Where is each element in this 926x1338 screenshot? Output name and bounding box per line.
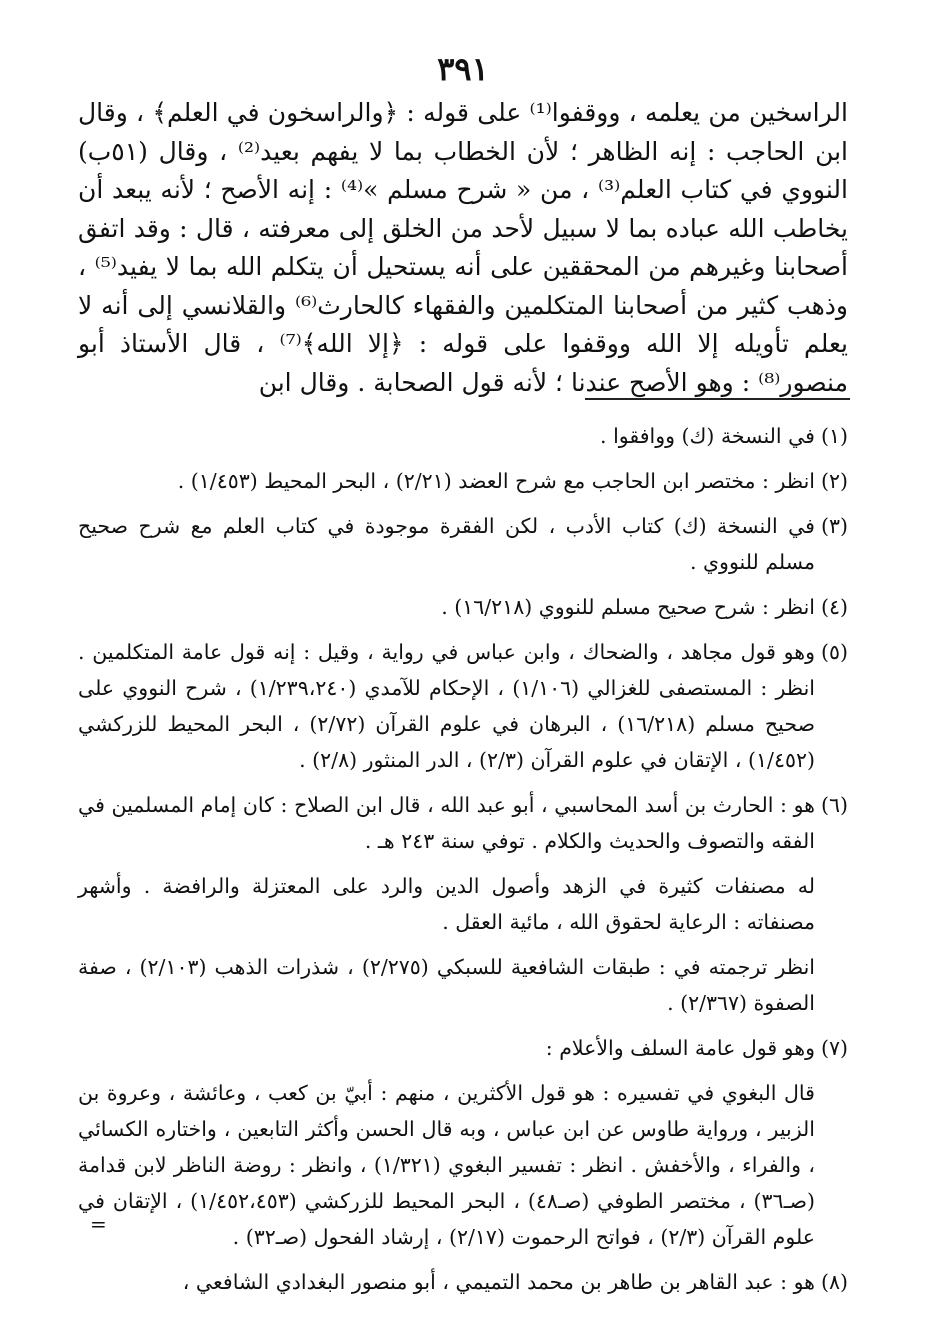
footnote-body xyxy=(78,508,815,580)
footnote xyxy=(78,418,848,454)
footnote-body xyxy=(78,1030,815,1255)
footnote xyxy=(78,1264,848,1300)
footnote-body xyxy=(78,418,815,454)
footnote-number: (٧) xyxy=(820,1036,848,1060)
footnote-paragraph: هو : الحارث بن أسد المحاسبي ، أبو عبد الله ، قال ابن الصلاح : كان إمام المسلمين في الفقه والتصوف والحديث والكلام . توفي سنة ٢٤٣ هـ . xyxy=(78,793,815,853)
footnote-paragraph: قال البغوي في تفسيره : هو قول الأكثرين ، منهم : أبيّ بن كعب ، وعائشة ، وعروة بن الزبير ، ورواية طاوس عن ابن عباس ، وبه قال الحسن وأكثر التابعين ، واختاره الكسائي ، والفراء ، والأخفش . انظر : تفسير البغوي (١/٣٢١) ، وانظر : روضة الناظر لابن قدامة (صـ٣٦) ، مختصر الطوفي (صـ٤٨) ، البحر المحيط للزركشي (١/٤٥٢،٤٥٣) ، الإتقان في علوم القرآن (٢/٣) ، فواتح الرحموت (٢/١٧) ، إرشاد الفحول (صـ٣٢) . xyxy=(78,1081,815,1249)
footnote-paragraph: في النسخة (ك) كتاب الأدب ، لكن الفقرة موجودة في كتاب العلم مع شرح صحيح مسلم للنووي . xyxy=(78,514,815,574)
footnote-number: (٢) xyxy=(820,469,848,493)
footnote-body xyxy=(78,634,815,778)
footnote-body xyxy=(78,1264,815,1300)
footnote xyxy=(78,463,848,499)
footnote xyxy=(78,1030,848,1255)
footnote-number: (٥) xyxy=(820,640,848,664)
continuation-mark: = xyxy=(90,1212,107,1236)
footnote-body xyxy=(78,787,815,1021)
footnote-number: (٣) xyxy=(820,514,848,538)
footnote-paragraph: له مصنفات كثيرة في الزهد وأصول الدين والرد على المعتزلة والرافضة . وأشهر مصنفاته : الرعاية لحقوق الله ، مائية العقل . xyxy=(78,874,815,934)
footnote-number: (١) xyxy=(820,424,848,448)
footnote-paragraph: انظر : مختصر ابن الحاجب مع شرح العضد (٢/٢١) ، البحر المحيط (١/٤٥٣) . xyxy=(177,469,815,493)
footnote xyxy=(78,589,848,625)
footnote-paragraph: هو : عبد القاهر بن طاهر بن محمد التميمي ، أبو منصور البغدادي الشافعي ، xyxy=(182,1270,815,1294)
main-text xyxy=(78,94,848,402)
footnote-body xyxy=(78,589,815,625)
footnotes xyxy=(78,418,848,1309)
footnote-paragraph: في النسخة (ك) ووافقوا . xyxy=(600,424,815,448)
footnote-number: (٦) xyxy=(820,793,848,817)
footnote-paragraph: وهو قول مجاهد ، والضحاك ، وابن عباس في رواية ، وقيل : إنه قول عامة المتكلمين . انظر : المستصفى للغزالي (١/١٠٦) ، الإحكام للآمدي (١/٢٣٩،٢٤٠) ، شرح النووي على صحيح مسلم (١٦/٢١٨) ، البرهان في علوم القرآن (٢/٧٢) ، البحر المحيط للزركشي (١/٤٥٢) ، الإتقان في علوم القرآن (٢/٣) ، الدر المنثور (٢/٨) . xyxy=(78,640,815,772)
footnote-paragraph: انظر : شرح صحيح مسلم للنووي (١٦/٢١٨) . xyxy=(441,595,815,619)
footnote-paragraph: وهو قول عامة السلف والأعلام : xyxy=(545,1036,815,1060)
footnote xyxy=(78,634,848,778)
page-number: ٣٩١ xyxy=(437,50,489,88)
main-paragraph: الراسخين من يعلمه ، ووقفوا⁽¹⁾ على قوله : ﴿والراسخون في العلم﴾ ، وقال ابن الحاجب : إنه الظاهر ؛ لأن الخطاب بما لا يفهم بعيد⁽²⁾ ، وقال (٥١ب) النووي في كتاب العلم⁽³⁾ ، من « شرح مسلم »⁽⁴⁾ : إنه الأصح ؛ لأنه يبعد أن يخاطب الله عباده بما لا سبيل لأحد من الخلق إلى معرفته ، قال : وقد اتفق أصحابنا وغيرهم من المحققين على أنه يستحيل أن يتكلم الله بما لا يفيد⁽⁵⁾ ، وذهب كثير من أصحابنا المتكلمين والفقهاء كالحارث⁽⁶⁾ والقلانسي إلى أنه لا يعلم تأويله إلا الله ووقفوا على قوله : ﴿إلا الله﴾⁽⁷⁾ ، قال الأستاذ أبو منصور⁽⁸⁾ : وهو الأصح عندنا ؛ لأنه قول الصحابة . وقال ابن xyxy=(78,98,848,397)
footnote-number: (٤) xyxy=(820,595,848,619)
footnote-paragraph: انظر ترجمته في : طبقات الشافعية للسبكي (٢/٢٧٥) ، شذرات الذهب (٢/١٠٣) ، صفة الصفوة (٢/٣٦٧) . xyxy=(78,955,815,1015)
footnote-separator xyxy=(585,398,850,400)
footnote xyxy=(78,787,848,1021)
footnote xyxy=(78,508,848,580)
footnote-body xyxy=(78,463,815,499)
footnote-number: (٨) xyxy=(820,1270,848,1294)
